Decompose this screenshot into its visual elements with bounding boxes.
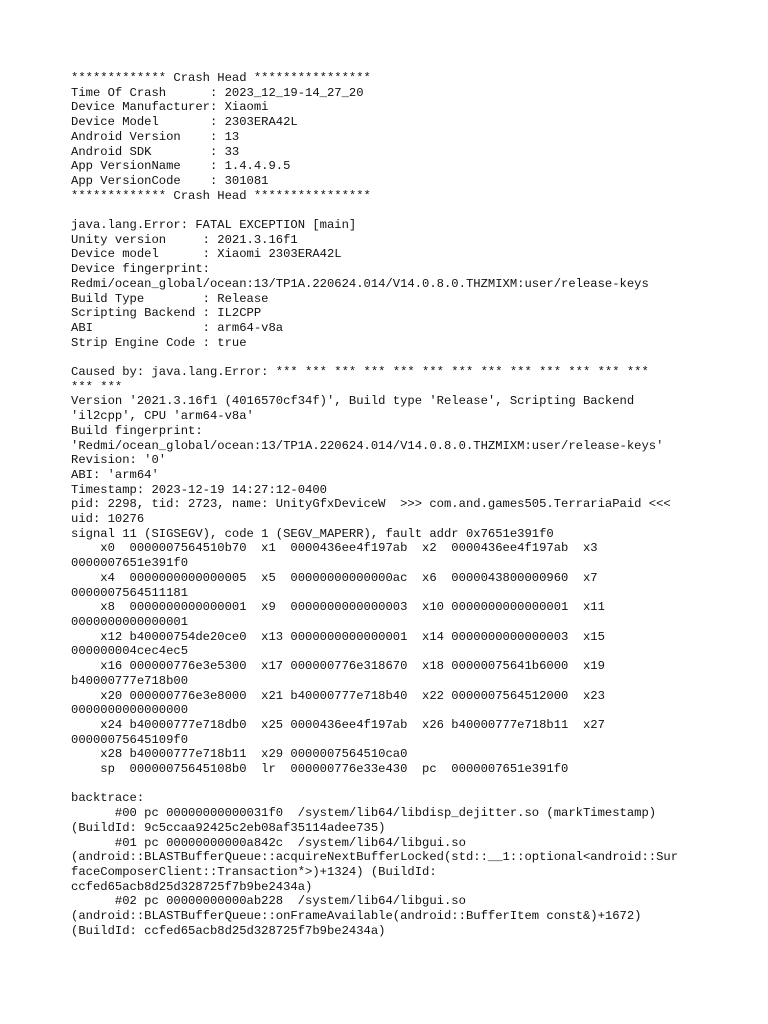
- log-line: x4 0000000000000005 x5 00000000000000ac x6 0000043800000960 x7: [71, 570, 598, 585]
- log-line: 000000004cec4ec5: [71, 644, 189, 659]
- log-line: 0000007651e391f0: [71, 556, 189, 571]
- crash-log: [71, 71, 728, 938]
- log-line: Scripting Backend : IL2CPP: [71, 306, 262, 321]
- log-line: Unity version : 2021.3.16f1: [71, 232, 298, 247]
- log-line: x0 0000007564510b70 x1 0000436ee4f197ab x2 0000436ee4f197ab x3: [71, 541, 598, 556]
- log-line: Revision: '0': [71, 453, 167, 468]
- log-line: ABI : arm64-v8a: [71, 320, 284, 335]
- log-line: (android::BLASTBufferQueue::onFrameAvailable(android::BufferItem const&)+1672): [71, 909, 642, 924]
- log-line: 0000000000000000: [71, 703, 189, 718]
- log-line: App VersionCode : 301081: [71, 173, 269, 188]
- log-line: x12 b40000754de20ce0 x13 0000000000000001 x14 0000000000000003 x15: [71, 629, 605, 644]
- log-line: x8 0000000000000001 x9 0000000000000003 x10 0000000000000001 x11: [71, 600, 605, 615]
- log-line: Redmi/ocean_global/ocean:13/TP1A.220624.014/V14.0.8.0.THZMIXM:user/release-keys: [71, 276, 649, 291]
- log-line: Device fingerprint:: [71, 262, 210, 277]
- log-line: x24 b40000777e718db0 x25 0000436ee4f197ab x26 b40000777e718b11 x27: [71, 717, 605, 732]
- log-line: #00 pc 00000000000031f0 /system/lib64/libdisp_dejitter.so (markTimestamp): [71, 806, 657, 821]
- log-line: Version '2021.3.16f1 (4016570cf34f)', Build type 'Release', Scripting Backend: [71, 394, 635, 409]
- log-line: Android SDK : 33: [71, 144, 240, 159]
- log-line: ************* Crash Head ****************: [71, 188, 371, 203]
- log-line: (BuildId: ccfed65acb8d25d328725f7b9be2434a): [71, 923, 386, 938]
- log-line: 'il2cpp', CPU 'arm64-v8a': [71, 409, 254, 424]
- log-line: 0000007564511181: [71, 585, 189, 600]
- log-line: 'Redmi/ocean_global/ocean:13/TP1A.220624.014/V14.0.8.0.THZMIXM:user/release-keys': [71, 438, 664, 453]
- log-line: Build fingerprint:: [71, 423, 203, 438]
- log-line: Device model : Xiaomi 2303ERA42L: [71, 247, 342, 262]
- log-line: (BuildId: 9c5ccaa92425c2eb08af35114adee735): [71, 820, 386, 835]
- log-line: [71, 350, 728, 365]
- log-line: faceComposerClient::Transaction*>)+1324) (BuildId:: [71, 864, 437, 879]
- log-line: Caused by: java.lang.Error: *** *** *** *** *** *** *** *** *** *** *** *** ***: [71, 365, 649, 380]
- log-line: Build Type : Release: [71, 291, 269, 306]
- log-line: signal 11 (SIGSEGV), code 1 (SEGV_MAPERR), fault addr 0x7651e391f0: [71, 526, 554, 541]
- log-line: ccfed65acb8d25d328725f7b9be2434a): [71, 879, 313, 894]
- log-line: java.lang.Error: FATAL EXCEPTION [main]: [71, 218, 357, 233]
- log-line: [71, 203, 728, 218]
- log-line: #02 pc 00000000000ab228 /system/lib64/libgui.so: [71, 894, 466, 909]
- log-line: Timestamp: 2023-12-19 14:27:12-0400: [71, 482, 327, 497]
- log-line: sp 00000075645108b0 lr 000000776e33e430 pc 0000007651e391f0: [71, 762, 569, 777]
- log-line: Device Manufacturer: Xiaomi: [71, 100, 269, 115]
- log-line: App VersionName : 1.4.4.9.5: [71, 159, 291, 174]
- log-line: x28 b40000777e718b11 x29 0000007564510ca0: [71, 747, 408, 762]
- log-line: (android::BLASTBufferQueue::acquireNextBufferLocked(std::__1::optional<android::Sur: [71, 850, 679, 865]
- log-line: ************* Crash Head ****************: [71, 71, 371, 85]
- log-line: x16 000000776e3e5300 x17 000000776e318670 x18 00000075641b6000 x19: [71, 659, 605, 674]
- log-line: 00000075645109f0: [71, 732, 189, 747]
- log-line: [71, 777, 728, 792]
- log-line: Android Version : 13: [71, 129, 240, 144]
- log-line: 0000000000000001: [71, 614, 189, 629]
- log-line: ABI: 'arm64': [71, 467, 159, 482]
- log-line: Device Model : 2303ERA42L: [71, 115, 298, 130]
- log-line: pid: 2298, tid: 2723, name: UnityGfxDeviceW >>> com.and.games505.TerrariaPaid <<<: [71, 497, 671, 512]
- log-line: backtrace:: [71, 791, 145, 806]
- log-line: Strip Engine Code : true: [71, 335, 247, 350]
- log-line: Time Of Crash : 2023_12_19-14_27_20: [71, 85, 364, 100]
- log-line: x20 000000776e3e8000 x21 b40000777e718b40 x22 0000007564512000 x23: [71, 688, 605, 703]
- log-line: #01 pc 00000000000a842c /system/lib64/libgui.so: [71, 835, 466, 850]
- log-line: b40000777e718b00: [71, 673, 189, 688]
- log-line: *** ***: [71, 379, 123, 394]
- log-line: uid: 10276: [71, 512, 145, 527]
